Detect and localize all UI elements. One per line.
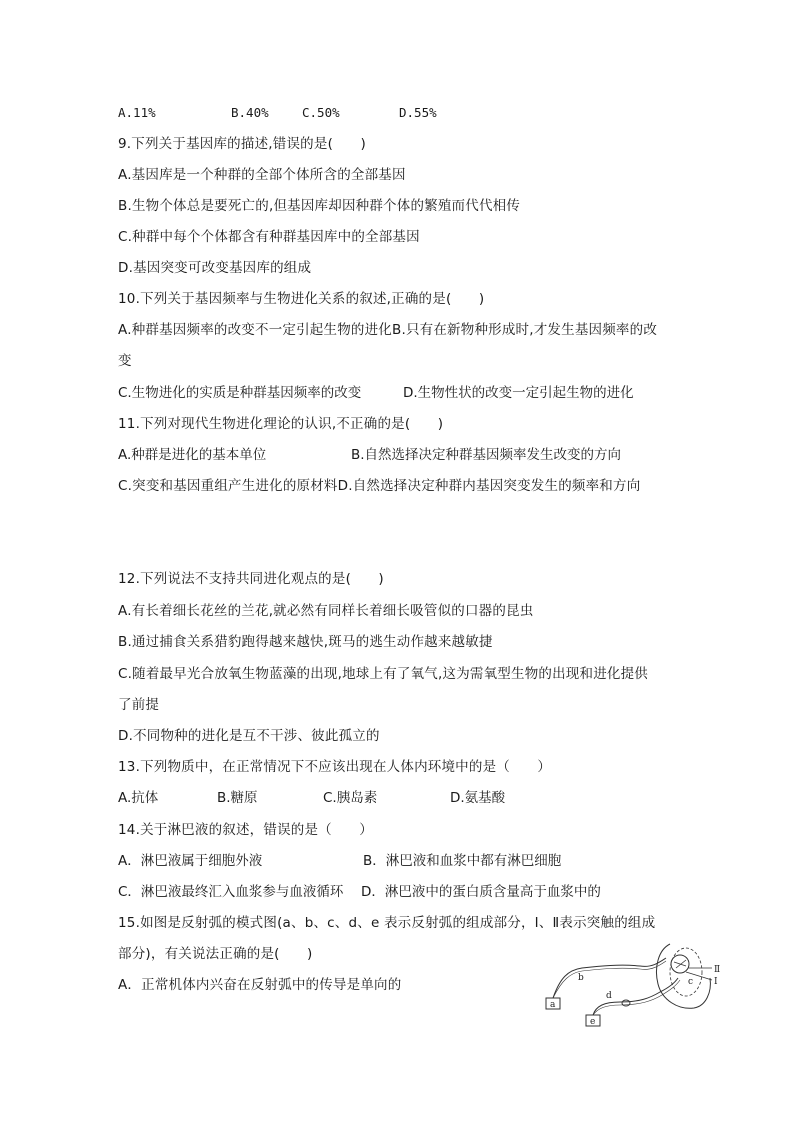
q11-options-cd: C.突变和基因重组产生进化的原材料D.自然选择决定种群内基因突变发生的频率和方向 bbox=[118, 478, 641, 494]
q13-stem: 13.下列物质中，在正常情况下不应该出现在人体内环境中的是（ ） bbox=[118, 759, 552, 775]
q9-option-a: A.基因库是一个种群的全部个体所含的全部基因 bbox=[118, 167, 406, 183]
label-ii: Ⅱ bbox=[714, 965, 720, 975]
q8-option-c: C.50% bbox=[302, 105, 340, 120]
label-i: Ⅰ bbox=[714, 977, 718, 987]
q8-option-b: B.40% bbox=[231, 105, 269, 120]
q10-option-d: D.生物性状的改变一定引起生物的进化 bbox=[403, 385, 634, 401]
q9-option-b: B.生物个体总是要死亡的,但基因库却因种群个体的繁殖而代代相传 bbox=[118, 198, 521, 214]
spinal-cord-outline bbox=[657, 944, 711, 1008]
reflex-arc-diagram bbox=[540, 938, 720, 1038]
q12-stem: 12.下列说法不支持共同进化观点的是( ) bbox=[118, 571, 384, 587]
q10-options-ab-continued: 变 bbox=[118, 353, 132, 369]
q10-options-ab: A.种群基因频率的改变不一定引起生物的进化B.只有在新物种形成时,才发生基因频率的改 bbox=[118, 322, 658, 338]
q8-option-a: A.11% bbox=[118, 105, 156, 120]
q13-option-b: B.糖原 bbox=[217, 790, 258, 806]
q9-option-d: D.基因突变可改变基因库的组成 bbox=[118, 260, 312, 276]
q14-option-a: A．淋巴液属于细胞外液 bbox=[118, 853, 263, 869]
q12-option-b: B.通过捕食关系猎豹跑得越来越快,斑马的逃生动作越来越敏捷 bbox=[118, 634, 493, 650]
q12-option-d: D.不同物种的进化是互不干涉、彼此孤立的 bbox=[118, 728, 380, 744]
q15-option-a: A．正常机体内兴奋在反射弧中的传导是单向的 bbox=[118, 977, 402, 993]
q13-option-a: A.抗体 bbox=[118, 790, 159, 806]
q14-option-c: C．淋巴液最终汇入血浆参与血液循环 bbox=[118, 884, 344, 900]
reflex-arc-figure bbox=[540, 938, 720, 1038]
label-b: b bbox=[578, 973, 584, 983]
q10-stem: 10.下列关于基因频率与生物进化关系的叙述,正确的是( ) bbox=[118, 291, 485, 307]
q12-option-c-line1: C.随着最早光合放氧生物蓝藻的出现,地球上有了氧气,这为需氧型生物的出现和进化提供 bbox=[118, 666, 648, 682]
label-a: a bbox=[550, 1000, 556, 1010]
q15-stem-line1: 15.如图是反射弧的模式图(a、b、c、d、e 表示反射弧的组成部分，Ⅰ、Ⅱ表示突触的组成 bbox=[118, 915, 656, 931]
q8-option-d: D.55% bbox=[399, 105, 437, 120]
label-c: c bbox=[688, 977, 694, 987]
q14-option-b: B．淋巴液和血浆中都有淋巴细胞 bbox=[363, 853, 562, 869]
label-d: d bbox=[606, 991, 612, 1001]
q11-option-a: A.种群是进化的基本单位 bbox=[118, 447, 267, 463]
q10-option-c: C.生物进化的实质是种群基因频率的改变 bbox=[118, 385, 362, 401]
label-e: e bbox=[590, 1017, 596, 1027]
q11-option-b: B.自然选择决定种群基因频率发生改变的方向 bbox=[351, 447, 622, 463]
q12-option-a: A.有长着细长花丝的兰花,就必然有同样长着细长吸管似的口器的昆虫 bbox=[118, 603, 534, 619]
q15-stem-line2: 部分)，有关说法正确的是( ) bbox=[118, 946, 313, 962]
q11-stem: 11.下列对现代生物进化理论的认识,不正确的是( ) bbox=[118, 416, 444, 432]
q13-option-c: C.胰岛素 bbox=[323, 790, 378, 806]
q14-option-d: D．淋巴液中的蛋白质含量高于血浆中的 bbox=[361, 884, 601, 900]
q14-stem: 14.关于淋巴液的叙述，错误的是（ ） bbox=[118, 822, 373, 838]
q13-option-d: D.氨基酸 bbox=[450, 790, 506, 806]
q9-option-c: C.种群中每个个体都含有种群基因库中的全部基因 bbox=[118, 229, 420, 245]
q12-option-c-line2: 了前提 bbox=[118, 697, 160, 713]
q9-stem: 9.下列关于基因库的描述,错误的是( ) bbox=[118, 136, 366, 152]
